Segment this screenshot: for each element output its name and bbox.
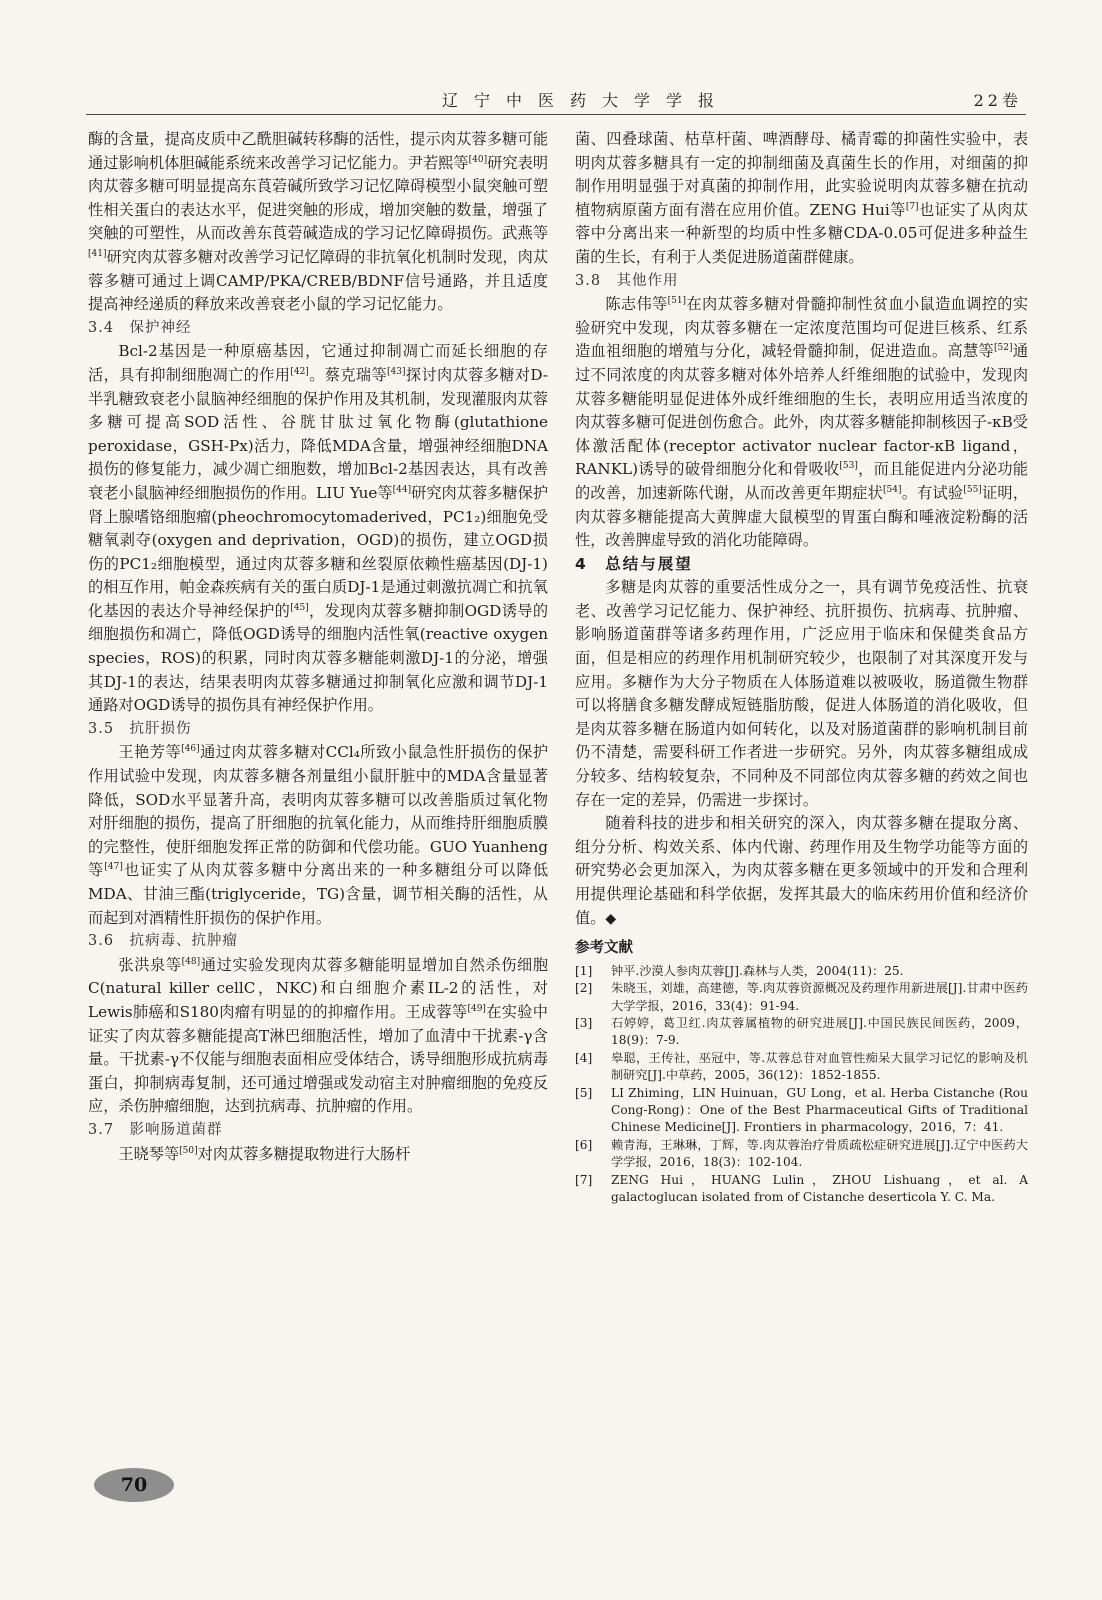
reference-item bbox=[575, 1085, 1028, 1137]
citation[interactable]: [53] bbox=[839, 461, 858, 472]
citation[interactable]: [54] bbox=[883, 484, 902, 495]
paragraph: Bcl-2基因是一种原癌基因，它通过抑制凋亡而延长细胞的存活，具有抑制细胞凋亡的作用[42]。蔡克瑞等[43]探讨肉苁蓉多糖对D-半乳糖致衰老小鼠脑神经细胞的保护作用及其机制，发现灌服肉苁蓉多糖可提高SOD活性、谷胱甘肽过氧化物酶(glutathione peroxidase，GSH-Px)活力，降低MDA含量，增强神经细胞DNA损伤的修复能力，减少凋亡细胞数，增加Bcl-2基因表达，具有改善衰老小鼠脑神经细胞损伤的作用。LIU Yue等[44]研究肉苁蓉多糖保护肾上腺嗜铬细胞瘤(pheochromocytomaderived，PC1₂)细胞免受糖氧剥夺(oxygen and deprivation，OGD)的损伤，建立OGD损伤的PC1₂细胞模型，通过肉苁蓉多糖和丝裂原依赖性癌基因(DJ-1)的相互作用，帕金森疾病有关的蛋白质DJ-1是通过刺激抗凋亡和抗氧化基因的表达介导神经保护的[45]，发现肉苁蓉多糖抑制OGD诱导的细胞损伤和凋亡，降低OGD诱导的细胞内活性氧(reactive oxygen species，ROS)的积累，同时肉苁蓉多糖能刺激DJ-1的分泌，增强其DJ-1的表达，结果表明肉苁蓉多糖通过抑制氧化应激和调节DJ-1通路对OGD诱导的损伤具有神经保护作用。 bbox=[88, 342, 549, 715]
left-column bbox=[88, 128, 548, 1166]
reference-text: 钟平.沙漠人参肉苁蓉[J].森林与人类，2004(11)：25. bbox=[611, 963, 904, 978]
citation[interactable]: [40] bbox=[468, 154, 488, 165]
reference-number: [4] bbox=[575, 1050, 593, 1065]
citation[interactable]: [47] bbox=[104, 862, 123, 873]
reference-text: 皋聪，王传社，巫冠中，等.苁蓉总苷对血管性痴呆大鼠学习记忆的影响及机制研究[J].中草药，2005，36(12)：1852-1855. bbox=[611, 1050, 1028, 1083]
section-heading: 3.5 抗肝损伤 bbox=[88, 720, 192, 737]
reference-number: [6] bbox=[575, 1137, 593, 1152]
right-column bbox=[575, 128, 1028, 1206]
citation[interactable]: [50] bbox=[179, 1145, 198, 1156]
reference-number: [2] bbox=[575, 981, 593, 996]
reference-item bbox=[575, 980, 1028, 1015]
paragraph: 张洪泉等[48]通过实验发现肉苁蓉多糖能明显增加自然杀伤细胞C(natural killer cellC，NKC)和白细胞介素IL-2的活性，对Lewis肺癌和S180肉瘤有明显的的抑瘤作用。王成蓉等[49]在实验中证实了肉苁蓉多糖能提高T淋巴细胞活性，增加了血清中干扰素-γ含量。干扰素-γ不仅能与细胞表面相应受体结合，诱导细胞形成抗病毒蛋白，抑制病毒复制，还可通过增强或发动宿主对肿瘤细胞的免疫反应，杀伤肿瘤细胞，达到抗病毒、抗肿瘤的作用。 bbox=[88, 955, 548, 1116]
citation[interactable]: [55] bbox=[963, 484, 982, 495]
paragraph: 王晓琴等[50]对肉苁蓉多糖提取物进行大肠杆 bbox=[118, 1144, 411, 1163]
reference-number: [7] bbox=[575, 1172, 593, 1187]
reference-text: ZENG Hui，HUANG Lulin，ZHOU Lishuang，et al. A galactoglucan isolated from of Cistanche deserticola Y. C. Ma. bbox=[611, 1172, 1028, 1205]
reference-text: 朱晓玉，刘雄，高建德，等.肉苁蓉资源概况及药理作用新进展[J].甘肃中医药大学学报，2016，33(4)：91-94. bbox=[611, 981, 1028, 1013]
reference-text: LI Zhiming，LIN Huinuan，GU Long，et al. Herba Cistanche (Rou Cong-Rong)：One of the Best Pharmaceutical Gifts of Traditional Chinese Medicine[J]. Frontiers in pharmacology，2016，7：41. bbox=[611, 1085, 1028, 1135]
citation[interactable]: [7] bbox=[905, 201, 919, 212]
citation[interactable]: [42] bbox=[290, 366, 309, 377]
paragraph: 多糖是肉苁蓉的重要活性成分之一，具有调节免疫活性、抗衰老、改善学习记忆能力、保护神经、抗肝损伤、抗病毒、抗肿瘤、影响肠道菌群等诸多药理作用，广泛应用于临床和保健类食品方面，但是相应的药理作用机制研究较少，也限制了对其深度开发与应用。多糖作为大分子物质在人体肠道难以被吸收，肠道微生物群可以将膳食多糖发酵成短链脂肪酸，促进人体肠道的消化吸收，但是肉苁蓉多糖在肠道内如何转化，以及对肠道菌群的影响机制目前仍不清楚，需要科研工作者进一步研究。另外，肉苁蓉多糖组成成分较多、结构较复杂，不同种及不同部位肉苁蓉多糖的药效之间也存在一定的差异，仍需进一步探讨。 bbox=[575, 578, 1028, 809]
references-title: 参考文献 bbox=[575, 940, 633, 957]
citation[interactable]: [52] bbox=[994, 343, 1013, 354]
section-heading: 3.7 影响肠道菌群 bbox=[88, 1121, 223, 1138]
section-heading: 4 总结与展望 bbox=[575, 554, 693, 573]
reference-item bbox=[575, 1015, 1028, 1050]
paragraph: 王艳芳等[46]通过肉苁蓉多糖对CCl₄所致小鼠急性肝损伤的保护作用试验中发现，肉苁蓉多糖各剂量组小鼠肝脏中的MDA含量显著降低，SOD水平显著升高，表明肉苁蓉多糖可以改善脂质过氧化物对肝细胞的损伤，提高了肝细胞的抗氧化能力，从而维持肝细胞质膜的完整性，使肝细胞发挥正常的防御和代偿功能。GUO Yuanheng等[47]也证实了从肉苁蓉多糖中分离出来的一种多糖组分可以降低MDA、甘油三酯(triglyceride，TG)含量，调节相关酶的活性，从而起到对酒精性肝损伤的保护作用。 bbox=[88, 743, 549, 927]
reference-text: 赖青海，王琳琳，丁辉，等.肉苁蓉治疗骨质疏松症研究进展[J].辽宁中医药大学学报，2016，18(3)：102-104. bbox=[611, 1137, 1028, 1170]
reference-number: [1] bbox=[575, 963, 593, 978]
citation[interactable]: [41] bbox=[88, 248, 107, 259]
citation[interactable]: [43] bbox=[387, 366, 406, 377]
reference-text: 石婷婷，葛卫红.肉苁蓉属植物的研究进展[J].中国民族民间医药，2009，18(9)：7-9. bbox=[611, 1016, 1028, 1048]
section-heading: 3.4 保护神经 bbox=[88, 319, 192, 336]
citation[interactable]: [45] bbox=[290, 602, 309, 613]
paragraph: 陈志伟等[51]在肉苁蓉多糖对骨髓抑制性贫血小鼠造血调控的实验研究中发现，肉苁蓉多糖在一定浓度范围均可促进巨核系、红系造血祖细胞的增殖与分化，减轻骨髓抑制，促进造血。高慧等[52]通过不同浓度的肉苁蓉多糖对体外培养人纤维细胞的试验中，发现肉苁蓉多糖能明显促进体外成纤维细胞的生长，表明应用适当浓度的肉苁蓉多糖可促进创伤愈合。此外，肉苁蓉多糖能抑制核因子-κB受体激活配体(receptor activator nuclear factor-κB ligand，RANKL)诱导的破骨细胞分化和骨吸收[53]，而且能促进内分泌功能的改善，加速新陈代谢，从而改善更年期症状[54]。有试验[55]证明，肉苁蓉多糖能提高大黄脾虚大鼠模型的胃蛋白酶和唾液淀粉酶的活性，改善脾虚导致的消化功能障碍。 bbox=[575, 295, 1029, 550]
citation[interactable]: [46] bbox=[181, 744, 200, 755]
reference-item bbox=[575, 963, 1028, 980]
reference-item bbox=[575, 1050, 1028, 1085]
section-heading: 3.6 抗病毒、抗肿瘤 bbox=[88, 933, 239, 950]
journal-title: 辽宁中医药大学学报 bbox=[441, 91, 730, 110]
reference-number: [3] bbox=[575, 1016, 593, 1030]
paragraph: 随着科技的进步和相关研究的深入，肉苁蓉多糖在提取分离、组分分析、构效关系、体内代谢、药理作用及生物学功能等方面的研究势必会更加深入，为肉苁蓉多糖在更多领域中的开发和合理利用提供理论基础和科学依据，发挥其最大的临床药用价值和经济价值。◆ bbox=[575, 814, 1028, 927]
page-number: 70 bbox=[94, 1468, 174, 1502]
citation[interactable]: [48] bbox=[181, 956, 201, 967]
reference-item bbox=[575, 1137, 1028, 1172]
citation[interactable]: [49] bbox=[467, 1003, 486, 1014]
volume-label: 22卷 bbox=[973, 91, 1022, 110]
paragraph: 酶的含量，提高皮质中乙酰胆碱转移酶的活性，提示肉苁蓉多糖可能通过影响机体胆碱能系统来改善学习记忆能力。尹若熙等[40]研究表明肉苁蓉多糖可明显提高东莨菪碱所致学习记忆障碍模型小鼠突触可塑性相关蛋白的表达水平，促进突触的形成，增加突触的数量，增强了突触的可塑性，从而改善东莨菪碱造成的学习记忆障碍损伤。武燕等[41]研究肉苁蓉多糖对改善学习记忆障碍的非抗氧化机制时发现，肉苁蓉多糖可通过上调CAMP/PKA/CREB/BDNF信号通路，并且适度提高神经递质的释放来改善衰老小鼠的学习记忆能力。 bbox=[88, 130, 549, 314]
section-heading: 3.8 其他作用 bbox=[575, 272, 679, 289]
citation[interactable]: [51] bbox=[667, 296, 687, 307]
paragraph: 菌、四叠球菌、枯草杆菌、啤酒酵母、橘青霉的抑菌性实验中，表明肉苁蓉多糖具有一定的抑制细菌及真菌生长的作用，对细菌的抑制作用明显强于对真菌的抑制作用，此实验说明肉苁蓉多糖在抗动植物病原菌方面有潜在应用价值。ZENG Hui等[7]也证实了从肉苁蓉中分离出来一种新型的均质中性多糖CDA-0.05可促进多种益生菌的生长，有利于人类促进肠道菌群健康。 bbox=[575, 130, 1028, 266]
end-mark: ◆ bbox=[605, 910, 617, 927]
reference-number: [5] bbox=[575, 1085, 593, 1100]
citation[interactable]: [44] bbox=[392, 484, 412, 495]
reference-item bbox=[575, 1172, 1028, 1207]
reference-list bbox=[575, 963, 1028, 1207]
running-header bbox=[86, 86, 1026, 115]
